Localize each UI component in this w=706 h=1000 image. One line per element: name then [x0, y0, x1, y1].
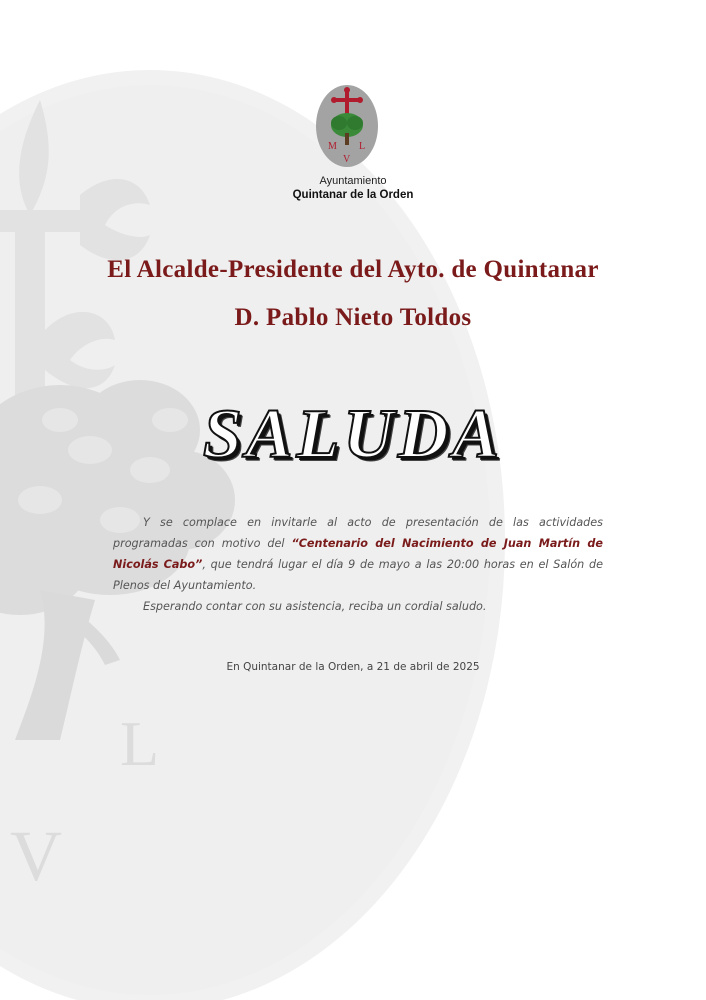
place-and-date: En Quintanar de la Orden, a 21 de abril de 2025	[226, 661, 480, 673]
watermark-letter-l: L	[120, 708, 160, 779]
watermark-letter-v: V	[10, 816, 62, 896]
event-name: “Centenario del Nacimiento de Juan Martín de Nicolás Cabo”	[113, 537, 603, 571]
saluda-title: SALUDA	[202, 396, 504, 473]
closing-paragraph	[113, 596, 603, 617]
invitation-text-start: Y se complace en invitarle al acto de presentación de las actividades programadas con motivo del	[113, 516, 603, 550]
heading-title: El Alcalde-Presidente del Ayto. de Quintanar	[107, 256, 599, 283]
invitation-paragraph	[113, 512, 603, 596]
crest-letter-m: M	[328, 141, 337, 152]
heading-mayor-name: D. Pablo Nieto Toldos	[234, 304, 472, 331]
invitation-text-end: , que tendrá lugar el día 9 de mayo a las 20:00 horas en el Salón de Plenos del Ayuntamiento.	[113, 558, 603, 592]
organization-name: Quintanar de la Orden	[292, 189, 414, 201]
crest-letter-l: L	[359, 141, 366, 152]
organization-label: Ayuntamiento	[319, 175, 387, 187]
closing-text: Esperando contar con su asistencia, reciba un cordial saludo.	[143, 600, 487, 613]
invitation-body	[113, 512, 603, 617]
municipal-crest-logo	[314, 83, 380, 169]
crest-letter-v: V	[343, 154, 351, 165]
